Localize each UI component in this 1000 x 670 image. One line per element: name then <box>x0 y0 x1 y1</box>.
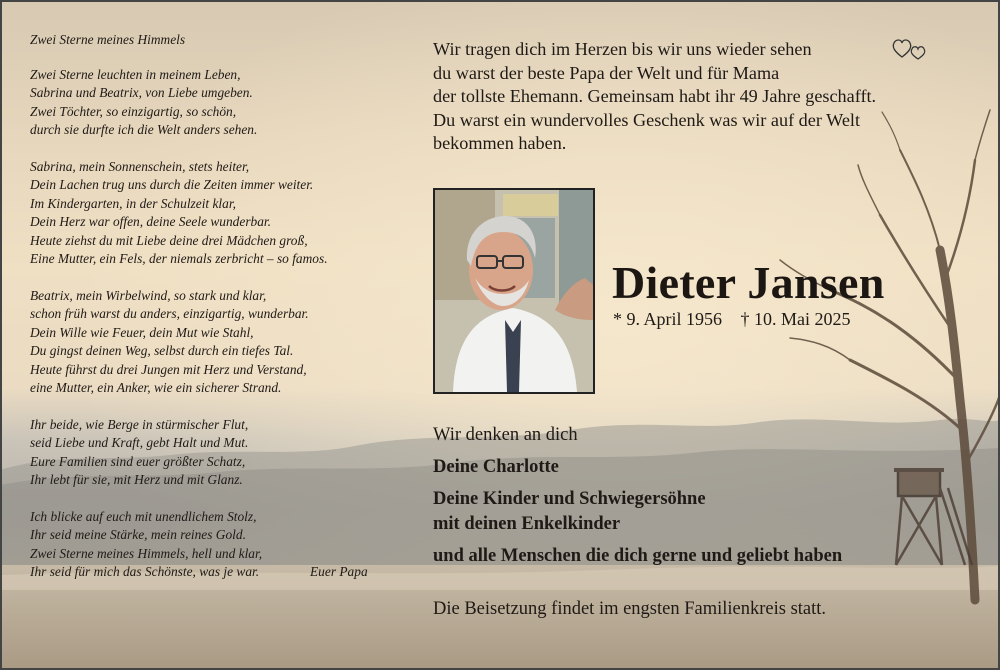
closing-children: Deine Kinder und Schwiegersöhne <box>433 489 706 509</box>
intro-line: Wir tragen dich im Herzen bis wir uns wieder sehen <box>433 39 812 59</box>
life-dates <box>613 309 865 330</box>
portrait-illustration <box>435 190 593 392</box>
intro-line: bekommen haben. <box>433 133 567 153</box>
poem-line: schon früh warst du anders, einzigartig, wunderbar. <box>30 306 309 321</box>
poem-stanza <box>30 508 410 582</box>
poem-line: Ihr seid meine Stärke, mein reines Gold. <box>30 527 246 542</box>
poem-line: Dein Lachen trug uns durch die Zeiten immer weiter. <box>30 177 314 192</box>
death-date: † 10. Mai 2025 <box>740 309 851 329</box>
poem-line: Zwei Sterne meines Himmels, hell und klar, <box>30 545 263 561</box>
poem-signature: Euer Papa <box>310 564 368 579</box>
poem-line: Ihr lebt für sie, mit Herz und mit Glanz. <box>30 472 243 487</box>
poem-line: Sabrina, mein Sonnenschein, stets heiter, <box>30 158 250 174</box>
poem-line: Ich blicke auf euch mit unendlichem Stolz, <box>30 508 257 524</box>
intro-text <box>433 38 876 156</box>
burial-notice: Die Beisetzung findet im engsten Familienkreis statt. <box>433 599 827 619</box>
hearts-icon <box>892 37 932 61</box>
poem-line: Eine Mutter, ein Fels, der niemals zerbricht – so famos. <box>30 251 328 266</box>
closing-grandchildren: mit deinen Enkelkinder <box>433 514 621 534</box>
poem-stanza <box>30 66 410 140</box>
intro-line: der tollste Ehemann. Gemeinsam habt ihr 49 Jahre geschafft. <box>433 86 877 106</box>
closing-charlotte: Deine Charlotte <box>433 457 559 477</box>
poem-line: Heute ziehst du mit Liebe deine drei Mädchen groß, <box>30 232 308 248</box>
poem-line: Zwei Sterne leuchten in meinem Leben, <box>30 66 241 82</box>
poem-line <box>30 563 410 582</box>
deceased-name: Dieter Jansen <box>612 257 885 308</box>
poem-line: Ihr beide, wie Berge in stürmischer Flut, <box>30 416 249 432</box>
poem-stanza <box>30 158 410 269</box>
poem-line: Dein Herz war offen, deine Seele wunderbar. <box>30 214 271 229</box>
intro-line: Du warst ein wundervolles Geschenk was wir auf der Welt <box>433 109 860 130</box>
intro-line: du warst der beste Papa der Welt und für Mama <box>433 62 780 83</box>
poem-title: Zwei Sterne meines Himmels <box>30 32 186 47</box>
poem-line: Eure Familien sind euer größter Schatz, <box>30 453 246 469</box>
poem-line: Beatrix, mein Wirbelwind, so stark und klar, <box>30 287 267 303</box>
poem-line: Zwei Töchter, so einzigartig, so schön, <box>30 103 237 119</box>
poem-line: Heute führst du drei Jungen mit Herz und Verstand, <box>30 361 307 377</box>
poem-stanza <box>30 287 410 398</box>
birth-date: * 9. April 1956 <box>613 309 723 329</box>
poem-line: Du gingst deinen Weg, selbst durch ein tiefes Tal. <box>30 343 294 358</box>
poem-line: seid Liebe und Kraft, gebt Halt und Mut. <box>30 435 249 450</box>
poem-line: Dein Wille wie Feuer, dein Mut wie Stahl, <box>30 324 254 340</box>
portrait-photo <box>433 188 595 394</box>
poem <box>30 31 410 600</box>
poem-line: durch sie durfte ich die Welt anders sehen. <box>30 122 258 137</box>
closing-intro: Wir denken an dich <box>433 425 578 445</box>
closing-all: und alle Menschen die dich gerne und geliebt haben <box>433 546 843 566</box>
poem-stanza <box>30 416 410 490</box>
poem-line: Sabrina und Beatrix, von Liebe umgeben. <box>30 85 253 100</box>
poem-last-line: Ihr seid für mich das Schönste, was je war. <box>30 564 260 579</box>
poem-line: Im Kindergarten, in der Schulzeit klar, <box>30 195 236 211</box>
poem-line: eine Mutter, ein Anker, wie ein sicherer Strand. <box>30 380 282 395</box>
